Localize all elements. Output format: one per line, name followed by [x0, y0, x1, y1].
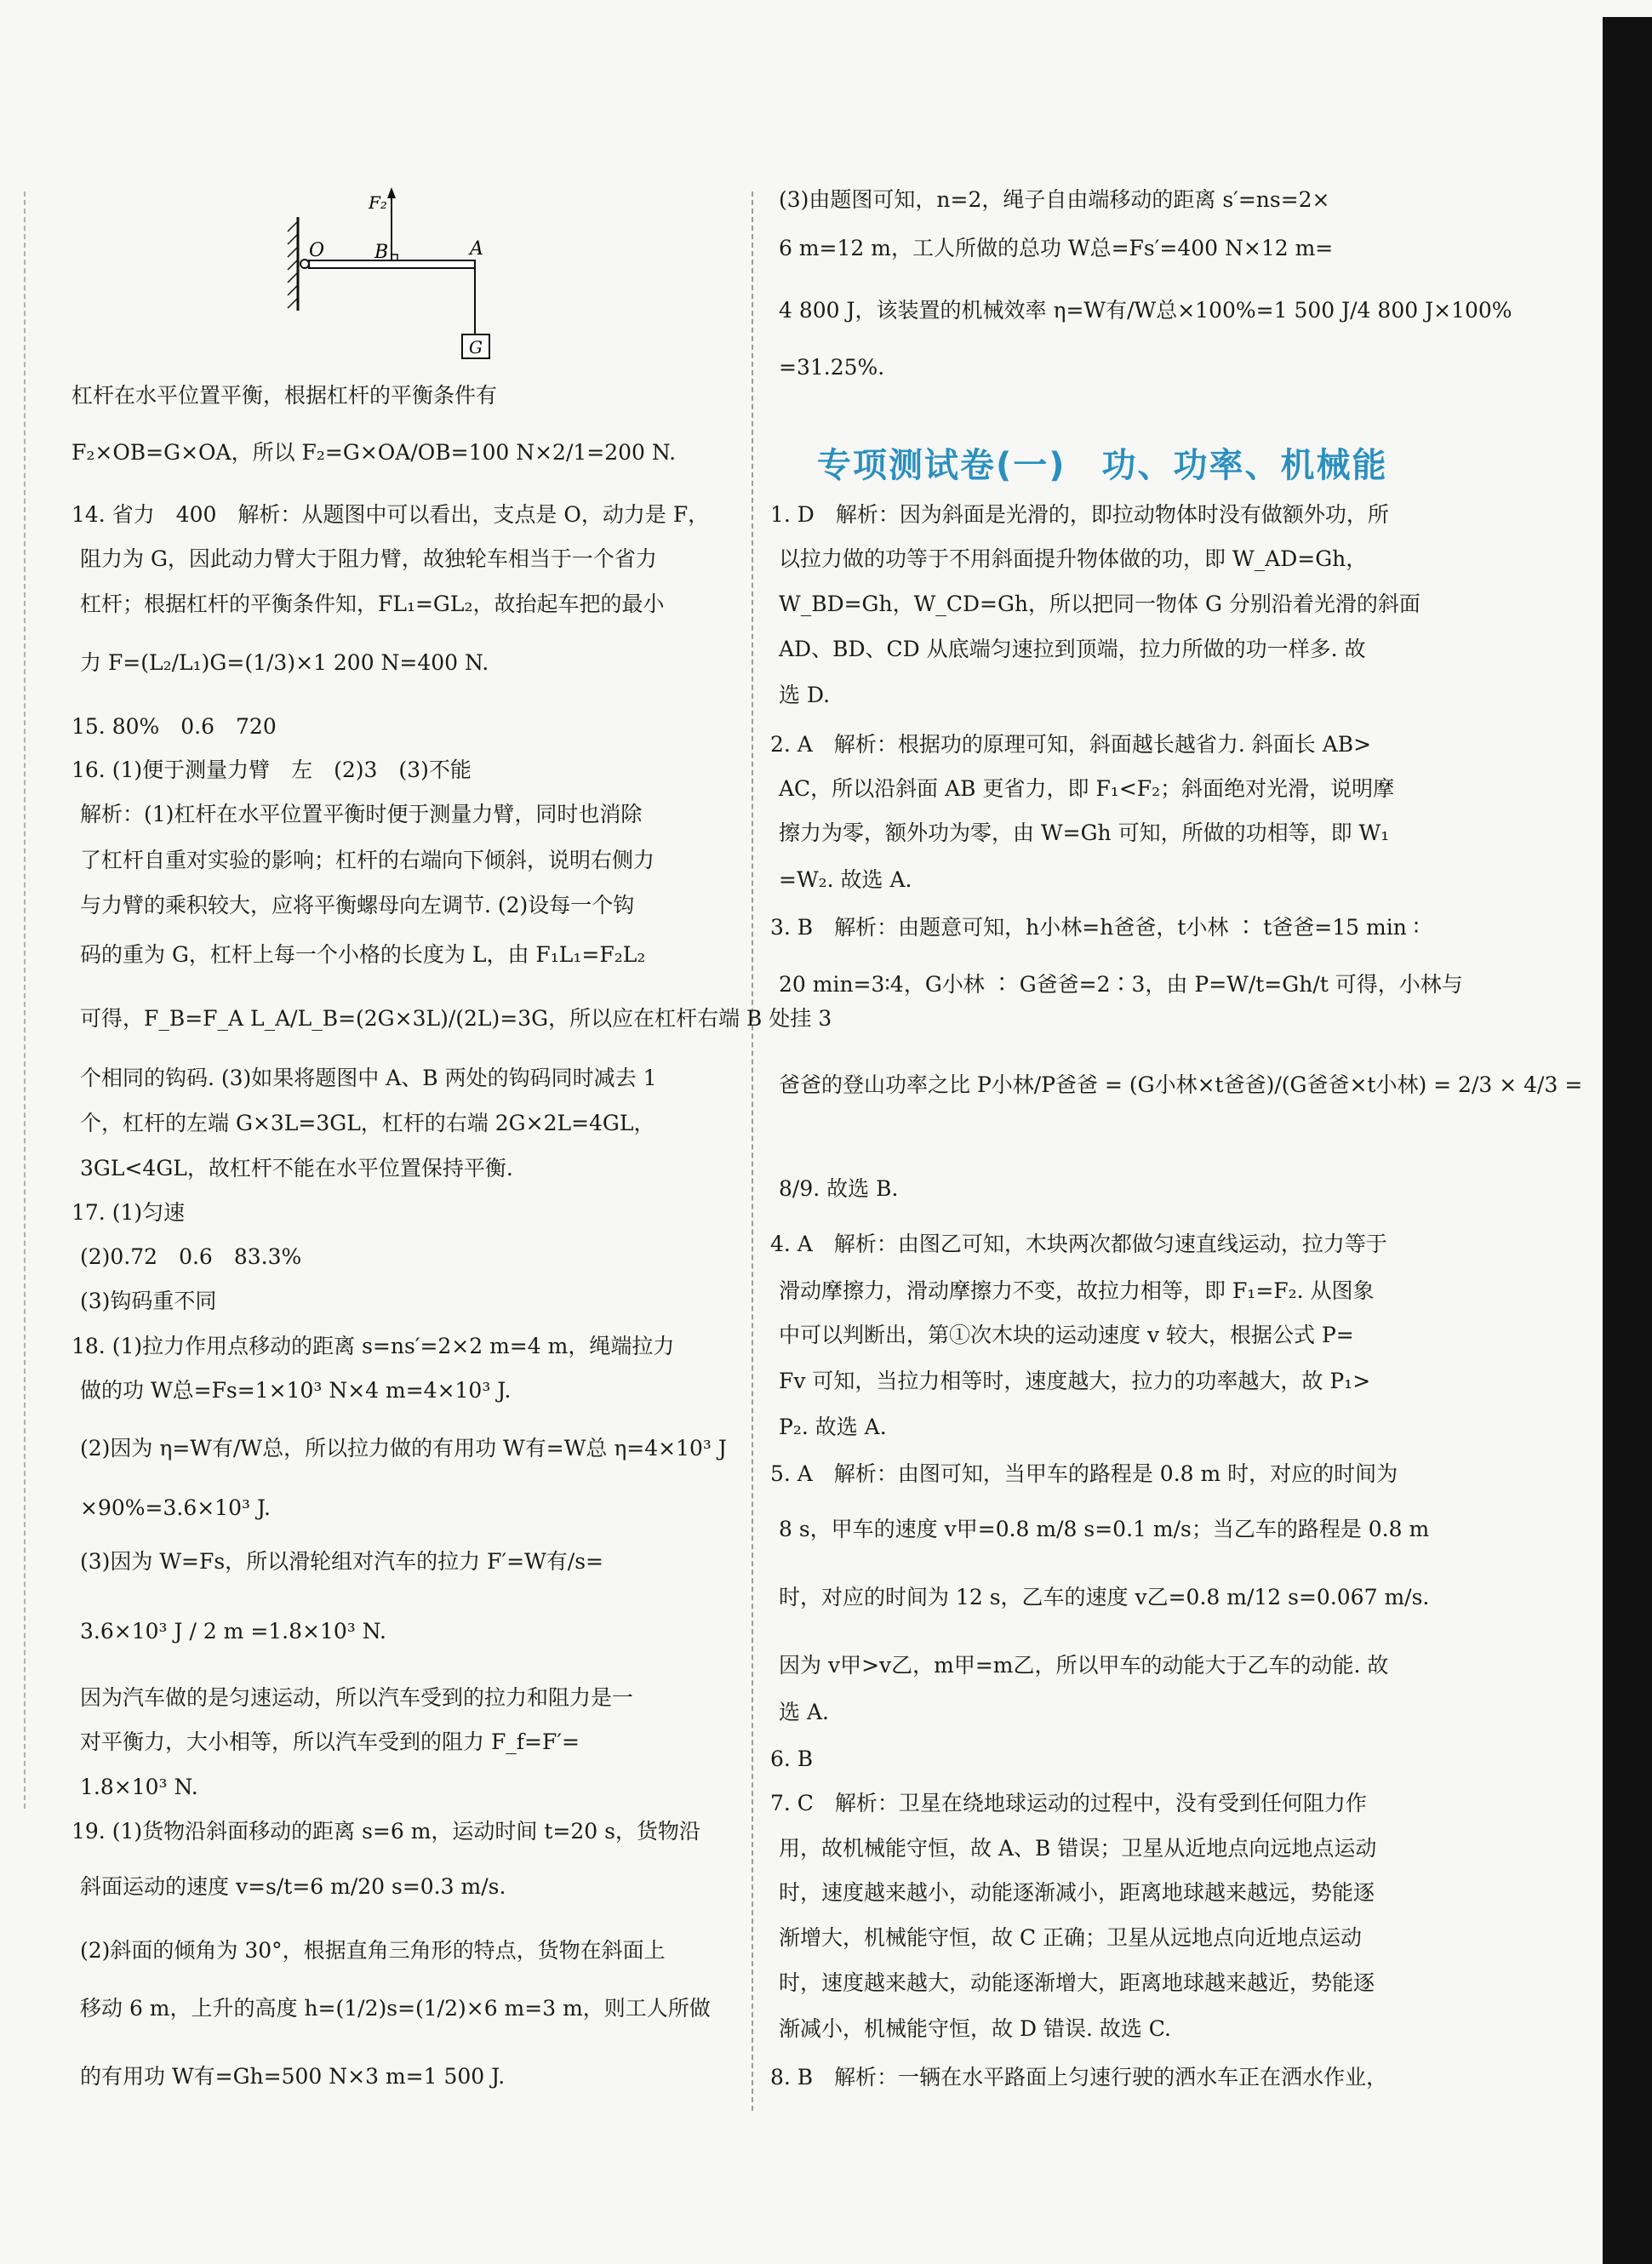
text-line: 5. A 解析：由图可知，当甲车的路程是 0.8 m 时，对应的时间为 — [770, 1461, 1398, 1486]
text-line: AD、BD、CD 从底端匀速拉到顶端，拉力所做的功一样多. 故 — [779, 637, 1366, 661]
text-line: 对平衡力，大小相等，所以汽车受到的阻力 F_f=F′= — [80, 1729, 580, 1754]
text-line: AC，所以沿斜面 AB 更省力，即 F₁<F₂；斜面绝对光滑，说明摩 — [779, 776, 1395, 801]
label-B: B — [374, 242, 389, 263]
text-line: 2. A 解析：根据功的原理可知，斜面越长越省力. 斜面长 AB> — [770, 732, 1372, 757]
text-line: 码的重为 G，杠杆上每一个小格的长度为 L，由 F₁L₁=F₂L₂ — [80, 942, 646, 967]
text-line: 3GL<4GL，故杠杆不能在水平位置保持平衡. — [80, 1156, 513, 1181]
text-line: 14. 省力 400 解析：从题图中可以看出，支点是 O，动力是 F， — [71, 502, 710, 527]
label-F2: F₂ — [369, 192, 387, 213]
label-O: O — [309, 240, 325, 261]
text-line: 选 D. — [779, 683, 831, 707]
text-line: =31.25%. — [779, 355, 885, 380]
text-line: 渐减小，机械能守恒，故 D 错误. 故选 C. — [779, 2016, 1171, 2041]
lever-diagram — [281, 183, 519, 370]
text-line: 用，故机械能守恒，故 A、B 错误；卫星从近地点向远地点运动 — [779, 1836, 1377, 1861]
text-line: 19. (1)货物沿斜面移动的距离 s=6 m，运动时间 t=20 s，货物沿 — [71, 1819, 700, 1844]
text-line: 20 min=3∶4，G小林 ∶ G爸爸=2∶3，由 P=W/t=Gh/t 可得，小林与 — [779, 972, 1463, 997]
text-line: 4. A 解析：由图乙可知，木块两次都做匀速直线运动，拉力等于 — [770, 1232, 1387, 1256]
text-line: 16. (1)便于测量力臂 左 (2)3 (3)不能 — [71, 758, 472, 782]
label-A: A — [470, 238, 483, 260]
text-line: ×90%=3.6×10³ J. — [80, 1495, 271, 1520]
text-line: 阻力为 G，因此动力臂大于阻力臂，故独轮车相当于一个省力 — [80, 546, 657, 571]
text-line: (3)钩码重不同 — [80, 1289, 217, 1313]
label-G: G — [469, 337, 483, 357]
text-line: 移动 6 m，上升的高度 h=(1/2)s=(1/2)×6 m=3 m，则工人所做 — [80, 1996, 711, 2021]
text-line: 个，杠杆的左端 G×3L=3GL，杠杆的右端 2G×2L=4GL， — [80, 1111, 655, 1135]
text-line: 杠杆在水平位置平衡，根据杠杆的平衡条件有 — [71, 383, 498, 408]
text-line: 与力臂的乘积较大，应将平衡螺母向左调节. (2)设每一个钩 — [80, 893, 635, 918]
text-line: 斜面运动的速度 v=s/t=6 m/20 s=0.3 m/s. — [80, 1874, 506, 1899]
text-line: 8/9. 故选 B. — [779, 1176, 899, 1201]
text-line: 滑动摩擦力，滑动摩擦力不变，故拉力相等，即 F₁=F₂. 从图象 — [779, 1278, 1375, 1303]
text-line: =W₂. 故选 A. — [779, 867, 912, 892]
text-line: 8. B 解析：一辆在水平路面上匀速行驶的洒水车正在洒水作业， — [770, 2065, 1388, 2090]
text-line: 时，对应的时间为 12 s，乙车的速度 v乙=0.8 m/12 s=0.067 m/s. — [779, 1585, 1430, 1609]
left-margin-rule — [24, 192, 26, 1809]
text-line: 力 F=(L₂/L₁)G=(1/3)×1 200 N=400 N. — [80, 650, 489, 675]
text-line: (2)0.72 0.6 83.3% — [80, 1244, 302, 1269]
text-line: P₂. 故选 A. — [779, 1415, 887, 1439]
text-line: 1. D 解析：因为斜面是光滑的，即拉动物体时没有做额外功，所 — [770, 502, 1389, 527]
text-line: 个相同的钩码. (3)如果将题图中 A、B 两处的钩码同时减去 1 — [80, 1066, 657, 1090]
text-line: 可得，F_B=F_A L_A/L_B=(2G×3L)/(2L)=3G，所以应在杠杆右端 B 处挂 3 — [80, 1006, 832, 1031]
text-line: 渐增大，机械能守恒，故 C 正确；卫星从远地点向近地点运动 — [779, 1925, 1363, 1950]
text-line: 15. 80% 0.6 720 — [71, 714, 277, 739]
text-line: 做的功 W总=Fs=1×10³ N×4 m=4×10³ J. — [80, 1378, 512, 1403]
text-line: (3)因为 W=Fs，所以滑轮组对汽车的拉力 F′=W有/s= — [80, 1549, 603, 1574]
text-line: 时，速度越来越小，动能逐渐减小，距离地球越来越远，势能逐 — [779, 1880, 1375, 1905]
text-line: 6. B — [770, 1747, 814, 1771]
text-line: 杠杆；根据杠杆的平衡条件知，FL₁=GL₂，故抬起车把的最小 — [80, 592, 665, 616]
text-line: 因为 v甲>v乙，m甲=m乙，所以甲车的动能大于乙车的动能. 故 — [779, 1653, 1389, 1678]
text-line: 18. (1)拉力作用点移动的距离 s=ns′=2×2 m=4 m，绳端拉力 — [71, 1334, 675, 1358]
text-line: 爸爸的登山功率之比 P小林/P爸爸 = (G小林×t爸爸)/(G爸爸×t小林) = 2/3 × 4/3 = — [779, 1072, 1583, 1097]
text-line: 擦力为零，额外功为零，由 W=Gh 可知，所做的功相等，即 W₁ — [779, 820, 1390, 845]
text-line: 1.8×10³ N. — [80, 1775, 198, 1799]
text-line: (2)因为 η=W有/W总，所以拉力做的有用功 W有=W总 η=4×10³ J — [80, 1436, 727, 1461]
text-line: 3.6×10³ J / 2 m =1.8×10³ N. — [80, 1619, 386, 1644]
text-line: 了杠杆自重对实验的影响；杠杆的右端向下倾斜，说明右侧力 — [80, 848, 655, 872]
text-line: 因为汽车做的是匀速运动，所以汽车受到的拉力和阻力是一 — [80, 1685, 634, 1710]
column-divider — [752, 192, 753, 2111]
text-line: 6 m=12 m，工人所做的总功 W总=Fs′=400 N×12 m= — [779, 236, 1334, 260]
text-line: W_BD=Gh，W_CD=Gh，所以把同一物体 G 分别沿着光滑的斜面 — [779, 592, 1420, 616]
text-line: 3. B 解析：由题意可知，h小林=h爸爸，t小林 ∶ t爸爸=15 min ∶ — [770, 915, 1420, 940]
text-line: 选 A. — [779, 1700, 829, 1724]
text-line: 中可以判断出，第①次木块的运动速度 v 较大，根据公式 P= — [779, 1323, 1354, 1347]
text-line: Fv 可知，当拉力相等时，速度越大，拉力的功率越大，故 P₁> — [779, 1369, 1371, 1393]
text-line: (3)由题图可知，n=2，绳子自由端移动的距离 s′=ns=2× — [779, 187, 1330, 212]
text-line: 4 800 J，该装置的机械效率 η=W有/W总×100%=1 500 J/4 800 J×100% — [779, 298, 1512, 323]
page-edge-shadow — [1603, 17, 1652, 2264]
text-line: 时，速度越来越大，动能逐渐增大，距离地球越来越近，势能逐 — [779, 1970, 1375, 1995]
text-line: 的有用功 W有=Gh=500 N×3 m=1 500 J. — [80, 2064, 506, 2089]
text-line: 以拉力做的功等于不用斜面提升物体做的功，即 W_AD=Gh， — [779, 546, 1368, 571]
text-line: 17. (1)匀速 — [71, 1200, 186, 1225]
text-line: 7. C 解析：卫星在绕地球运动的过程中，没有受到任何阻力作 — [770, 1791, 1367, 1815]
section-title: 专项测试卷(一) 功、功率、机械能 — [817, 446, 1388, 485]
text-line: F₂×OB=G×OA，所以 F₂=G×OA/OB=100 N×2/1=200 N. — [71, 440, 677, 465]
text-line: 8 s，甲车的速度 v甲=0.8 m/8 s=0.1 m/s；当乙车的路程是 0.8 m — [779, 1517, 1430, 1541]
text-line: (2)斜面的倾角为 30°，根据直角三角形的特点，货物在斜面上 — [80, 1938, 666, 1963]
text-line: 解析：(1)杠杆在水平位置平衡时便于测量力臂，同时也消除 — [80, 802, 643, 826]
